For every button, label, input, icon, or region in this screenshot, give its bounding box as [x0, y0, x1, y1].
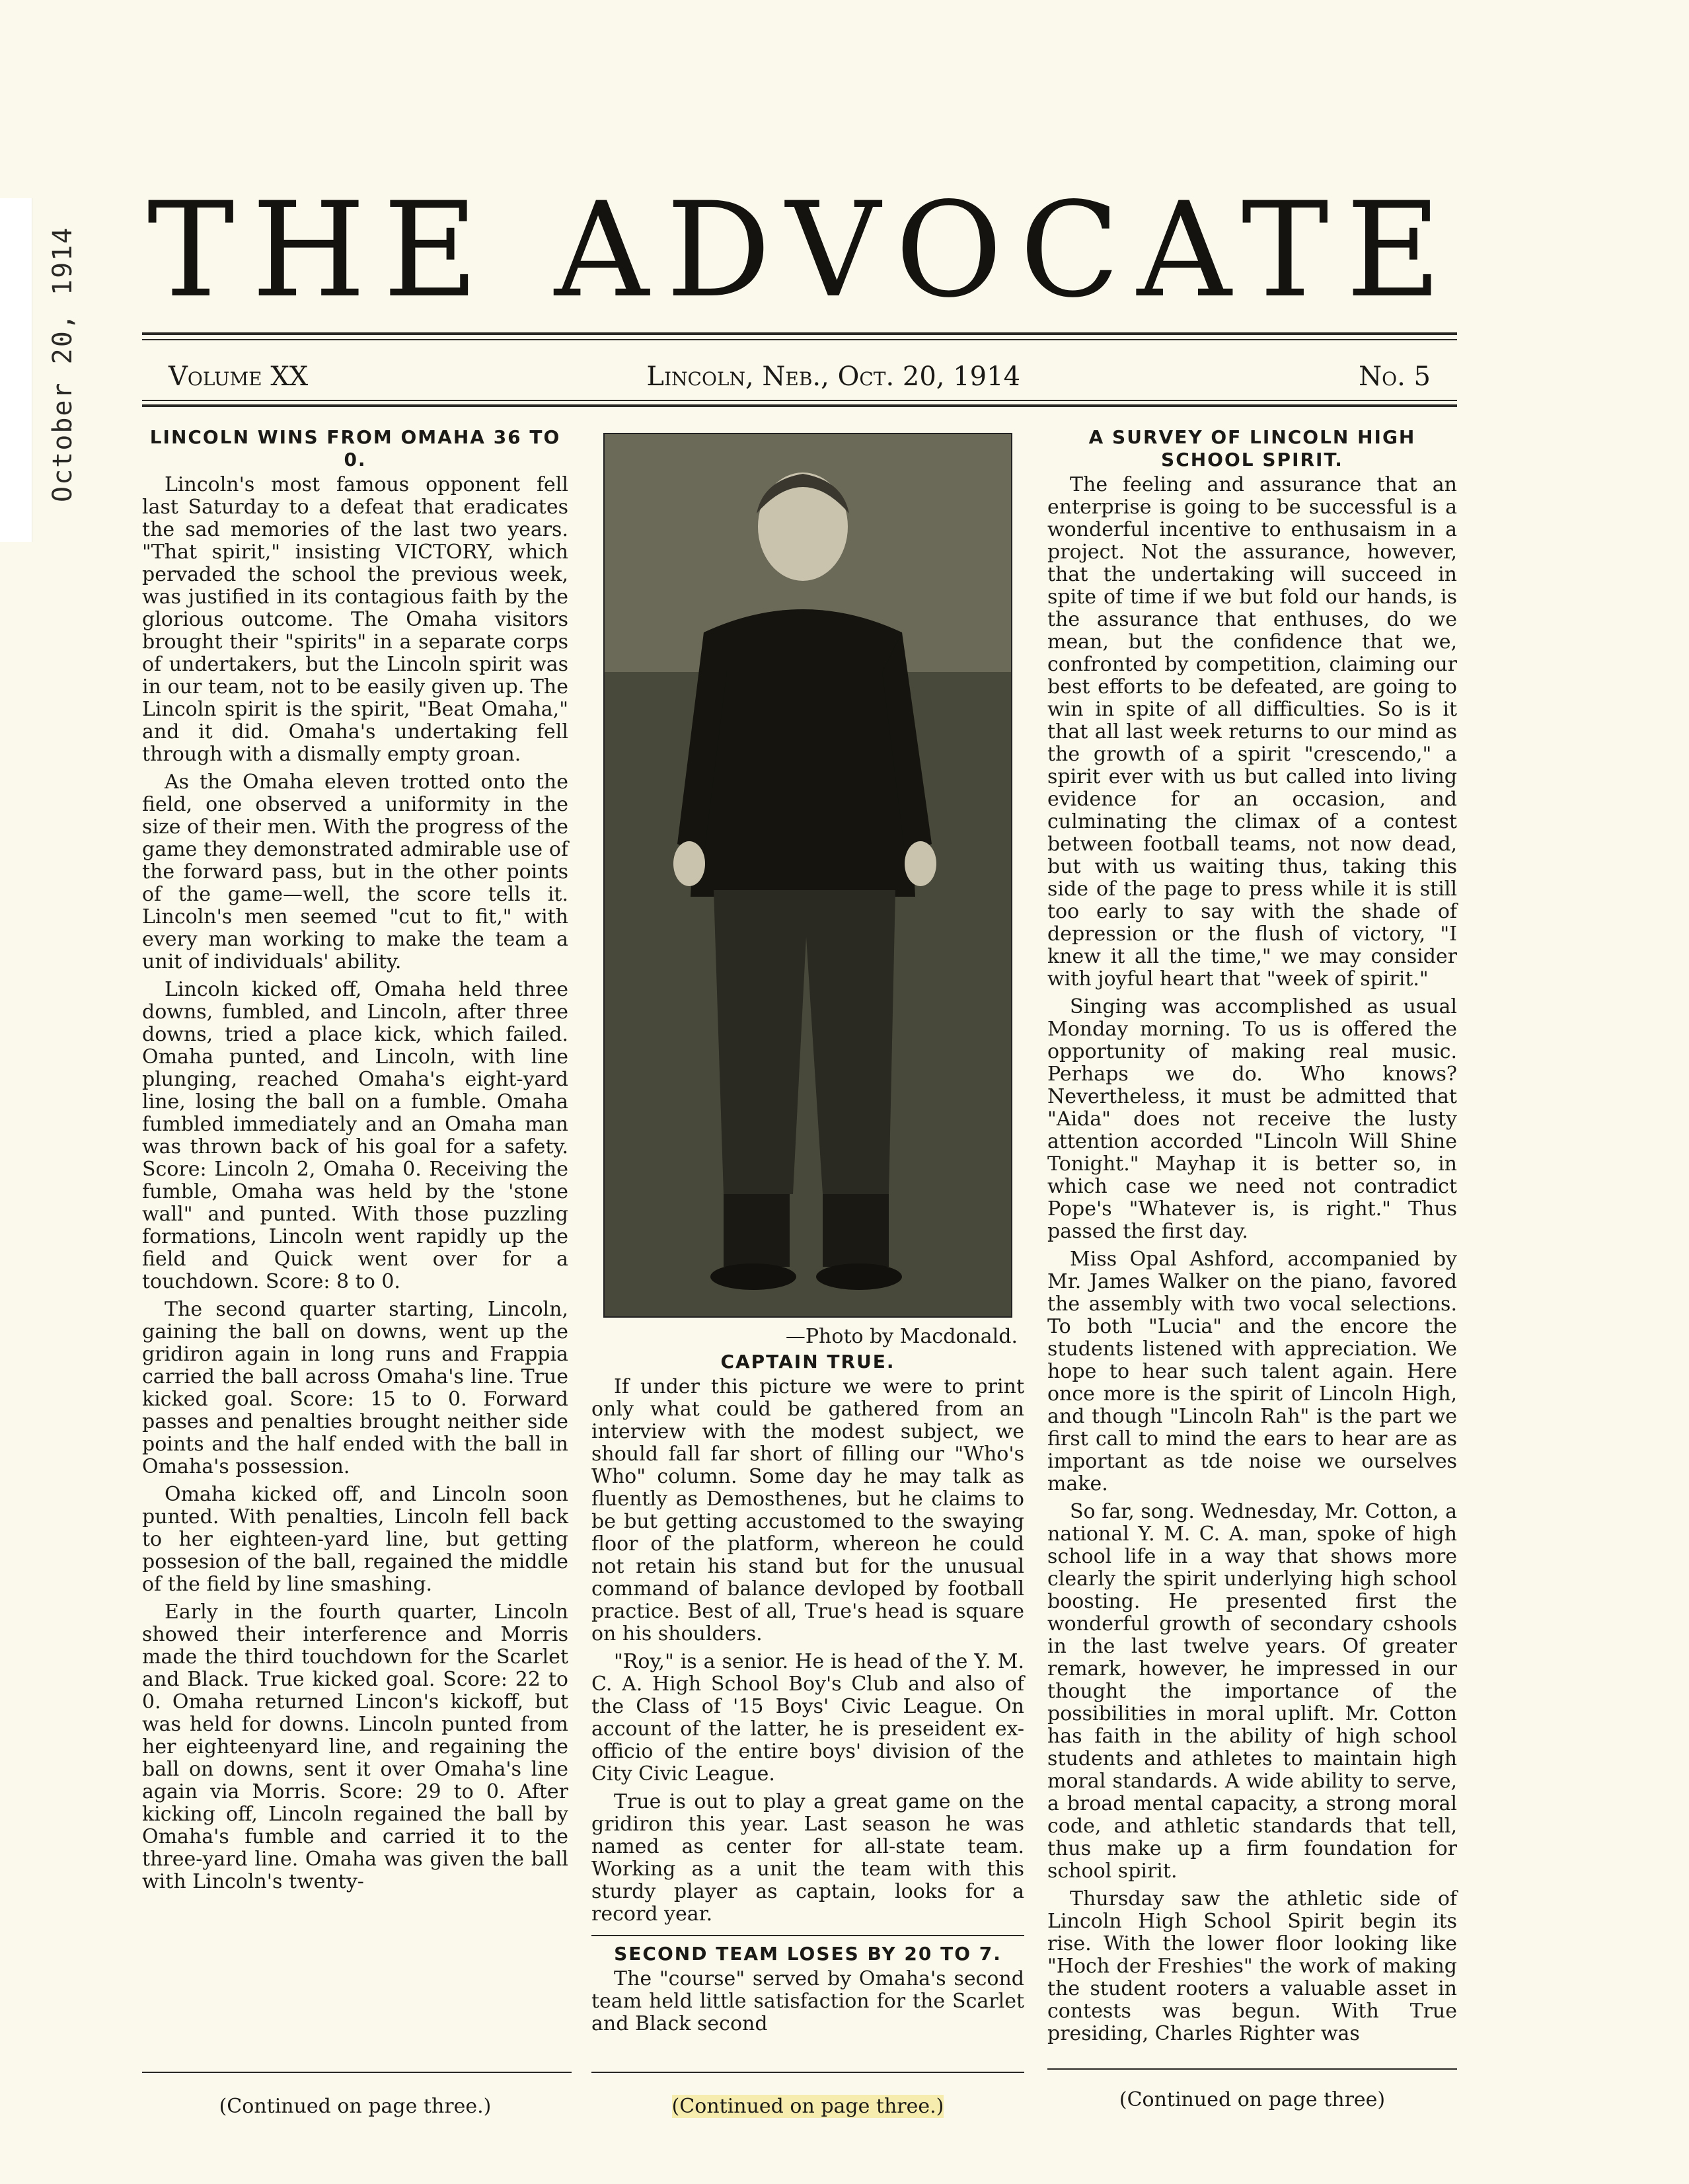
article-paragraph: Thursday saw the athletic side of Lincoln High School Spirit begin its rise. With the lower floor looking like "Hoch der Freshies" the work of making the student rooters a valuable asset in contests was begun. With True presiding, Charles Righter was	[1047, 1887, 1457, 2045]
headline-lincoln-wins: LINCOLN WINS FROM OMAHA 36 TO 0.	[149, 426, 561, 471]
place-date-label: Lincoln, Neb., Oct. 20, 1914	[646, 361, 1021, 392]
captain-true-photo	[603, 433, 1012, 1318]
column-end-rule	[142, 2072, 572, 2073]
archive-spine-strip	[0, 198, 32, 542]
headline-second-team: SECOND TEAM LOSES BY 20 TO 7.	[614, 1943, 1002, 1965]
article-paragraph: Singing was accomplished as usual Monday morning. To us is offered the opportunity of making real music. Perhaps we do. Who knows? Nevertheless, it must be admitted that "Aida" does not receive the lusty attention accorded "Lincoln Will Shine Tonight." Mayhap it is better so, in which case we need not contradict Pope's "Whatever is, is right." Thus passed the first day.	[1047, 995, 1457, 1243]
column-end-rule	[591, 2072, 1024, 2073]
article-paragraph: The second quarter starting, Lincoln, gaining the ball on downs, went up the gridiron again in long runs and Frappia carried the ball across Omaha's line. True kicked goal. Score: 15 to 0. Forward passes and penalties brought neither side points and the half ended with the ball in Omaha's possession.	[142, 1298, 568, 1478]
masthead-rule-top-thin	[142, 339, 1457, 340]
column-captain-profile	[591, 433, 1024, 2041]
article-paragraph: Lincoln kicked off, Omaha held three downs, fumbled, and Lincoln, after three downs, tried a place kick, which failed. Omaha punted, and Lincoln, with line plunging, reached Omaha's eight-yard line, losing the ball on a fumble. Omaha fumbled immediately and an Omaha man was thrown back of his goal for a safety. Score: Lincoln 2, Omaha 0. Receiving the fumble, Omaha was held by the 'stone wall" and punted. With those puzzling formations, Lincoln went rapidly up the field and Quick went over for a touchdown. Score: 8 to 0.	[142, 978, 568, 1293]
dateline-rule-bottom	[142, 404, 1457, 407]
column-school-spirit	[1047, 426, 1457, 2051]
volume-label: Volume XX	[169, 361, 309, 392]
issue-number-label: No. 5	[1359, 361, 1431, 392]
archive-spine-label: October 20, 1914	[48, 226, 78, 502]
dateline	[169, 354, 1431, 400]
article-paragraph: The "course" served by Omaha's second team held little satisfaction for the Scarlet and Black second	[591, 1967, 1024, 2035]
column-football-report	[142, 426, 568, 1899]
article-paragraph: Miss Opal Ashford, accompanied by Mr. James Walker on the piano, favored the assembly with two vocal selections. To both "Lucia" and the encore the students listened with appreciation. We hope to hear such talent again. Here once more is the spirit of Lincoln High, and though "Lincoln Rah" is the part we first call to mind the ears to hear are as important as tde noise we ourselves make.	[1047, 1248, 1457, 1495]
article-paragraph: So far, song. Wednesday, Mr. Cotton, a national Y. M. C. A. man, spoke of high school life in a way that shows more clearly the spirit underlying high school boosting. He presented first the wonderful growth of secondary cshools in the last twelve years. Of greater remark, however, he impressed in our thought the importance of the possibilities in moral uplift. Mr. Cotton has faith in the ability of high school students and athletes to maintain high moral standards. A wide ability to serve, a broad mental capacity, a strong moral code, and athletic standards that tell, thus make up a firm foundation for school spirit.	[1047, 1500, 1457, 1883]
article-paragraph: True is out to play a great game on the gridiron this year. Last season he was named as center for all-state team. Working as a unit the team with this sturdy player as captain, looks for a record year.	[591, 1790, 1024, 1926]
continued-notice: (Continued on page three.)	[219, 2095, 492, 2118]
headline-school-spirit: A SURVEY OF LINCOLN HIGH SCHOOL SPIRIT.	[1088, 426, 1416, 471]
section-divider	[591, 1935, 1024, 1936]
masthead-title: THE ADVOCATE	[147, 174, 1459, 326]
article-paragraph: As the Omaha eleven trotted onto the field, one observed a uniformity in the size of their men. With the progress of the game they demonstrated admirable use of the forward pass, but in the other points of the game—well, the score tells it. Lincoln's men seemed "cut to fit," with every man working to make the team a unit of individuals' ability.	[142, 771, 568, 973]
masthead-rule-top	[142, 332, 1457, 335]
article-paragraph: The feeling and assurance that an enterprise is going to be successful is a wonderful incentive to enthusaism in a project. Not the assurance, however, that the undertaking will succeed in spite of time if we but fold our hands, is the assurance that enthuses, do we mean, but the confidence that we, confronted by competition, claiming our best efforts to be defeated, are going to win in spite of all difficulties. So is it that all last week returns to our mind as the growth of a spirit "crescendo," a spirit ever with us but called into living evidence for an occasion, and culminating the climax of a contest between football teams, not now dead, but with us waiting thus, taking this side of the page to press while it is still too early to say with the shade of depression or the flush of victory, "I knew it all the time," we may consider with joyful heart that "week of spirit."	[1047, 473, 1457, 991]
continued-notice: (Continued on page three)	[1119, 2088, 1386, 2111]
article-paragraph: Omaha kicked off, and Lincoln soon punted. With penalties, Lincoln fell back to her eighteen-yard line, but getting possesion of the ball, regained the middle of the field by line smashing.	[142, 1483, 568, 1596]
photo-caption: CAPTAIN TRUE.	[720, 1351, 895, 1373]
dateline-rule-thin	[142, 400, 1457, 401]
article-paragraph: Early in the fourth quarter, Lincoln showed their interference and Morris made the third touchdown for the Scarlet and Black. True kicked goal. Score: 22 to 0. Omaha returned Lincon's kickoff, but was held for downs. Lincoln punted from her eighteenyard line, and regaining the ball on downs, sent it over Omaha's line again via Morris. Score: 29 to 0. After kicking off, Lincoln regained the ball by Omaha's fumble and carried it to the three-yard line. Omaha was given the ball with Lincoln's twenty-	[142, 1600, 568, 1893]
article-paragraph: "Roy," is a senior. He is head of the Y. M. C. A. High School Boy's Club and also of the Class of '15 Boys' Civic League. On account of the latter, he is preseident ex-officio of the entire boys' division of the City Civic League.	[591, 1650, 1024, 1786]
article-paragraph: Lincoln's most famous opponent fell last Saturday to a defeat that eradicates the sad memories of the last two years. "That spirit," insisting VICTORY, which pervaded the school the previous week, was justified in its contagious faith by the glorious outcome. The Omaha visitors brought their "spirits" in a separate corps of undertakers, but the Lincoln spirit was in our team, not to be easily given up. The Lincoln spirit is the spirit, "Beat Omaha," and it did. Omaha's undertaking fell through with a dismally empty groan.	[142, 473, 568, 766]
photo-credit: —Photo by Macdonald.	[785, 1325, 1018, 1348]
continued-notice: (Continued on page three.)	[671, 2095, 944, 2118]
column-end-rule	[1047, 2068, 1457, 2070]
article-paragraph: If under this picture we were to print only what could be gathered from an interview with the modest subject, we should fall far short of filling our "Who's Who" column. Some day he may talk as fluently as Demosthenes, but he claims to be but getting accustomed to the swaying floor of the platform, whereon he could not retain his stand but for the unusual command of balance devloped by football practice. Best of all, True's head is square on his shoulders.	[591, 1375, 1024, 1645]
